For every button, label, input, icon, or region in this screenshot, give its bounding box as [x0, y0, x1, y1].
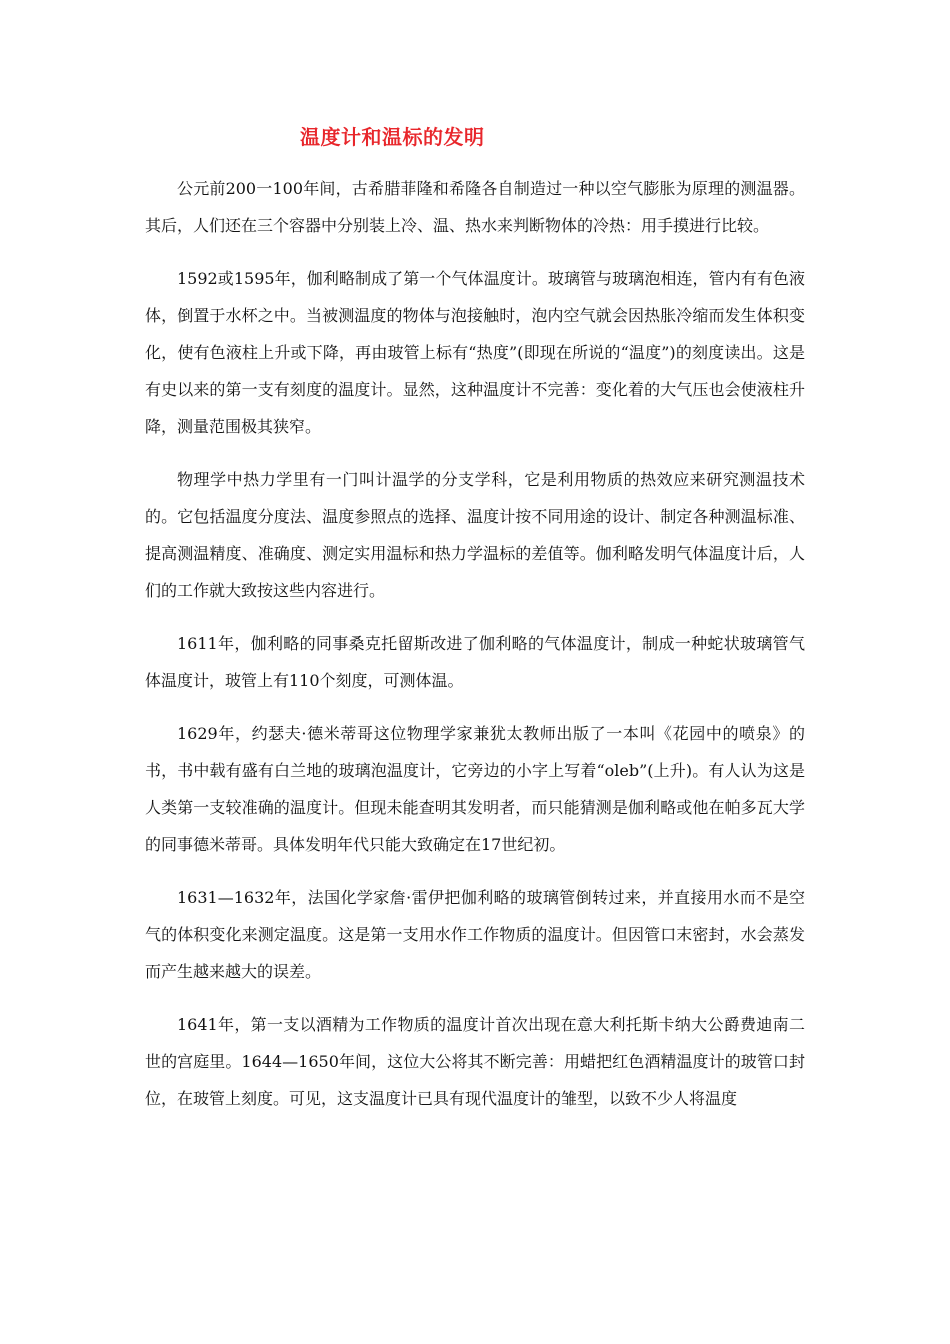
paragraph-1: 公元前200一100年间，古希腊菲隆和希隆各自制造过一种以空气膨胀为原理的测温器。其后，人们还在三个容器中分别装上冷、温、热水来判断物体的冷热：用手摸进行比较。: [145, 179, 805, 235]
paragraph-5: 1629年，约瑟夫·德米蒂哥这位物理学家兼犹太教师出版了一本叫《花园中的喷泉》的书，书中载有盛有白兰地的玻璃泡温度计，它旁边的小字上写着“oleb”(上升)。有人认为这是人类第一支较准确的温度计。但现未能查明其发明者，而只能猜测是伽利略或他在帕多瓦大学的同事德米蒂哥。具体发明年代只能大致确定在17世纪初。: [145, 724, 805, 854]
document-body: [145, 170, 805, 1133]
paragraph-2: 1592或1595年，伽利略制成了第一个气体温度计。玻璃管与玻璃泡相连，管内有有色液体，倒置于水杯之中。当被测温度的物体与泡接触时，泡内空气就会因热胀冷缩而发生体积变化，使有色液柱上升或下降，再由玻管上标有“热度”(即现在所说的“温度”)的刻度读出。这是有史以来的第一支有刻度的温度计。显然，这种温度计不完善：变化着的大气压也会使液柱升降，测量范围极其狭窄。: [145, 269, 805, 436]
paragraph-7: 1641年，第一支以酒精为工作物质的温度计首次出现在意大利托斯卡纳大公爵费迪南二世的宫庭里。1644—1650年间，这位大公将其不断完善：用蜡把红色酒精温度计的玻管口封位，在玻管上刻度。可见，这支温度计已具有现代温度计的雏型，以致不少人将温度: [145, 1015, 805, 1108]
paragraph-4: 1611年，伽利略的同事桑克托留斯改进了伽利略的气体温度计，制成一种蛇状玻璃管气体温度计，玻管上有110个刻度，可测体温。: [145, 634, 805, 690]
paragraph-3: 物理学中热力学里有一门叫计温学的分支学科，它是利用物质的热效应来研究测温技术的。它包括温度分度法、温度参照点的选择、温度计按不同用途的设计、制定各种测温标准、提高测温精度、准确度、测定实用温标和热力学温标的差值等。伽利略发明气体温度计后，人们的工作就大致按这些内容进行。: [145, 470, 805, 600]
document-title: 温度计和温标的发明: [300, 125, 485, 149]
paragraph-6: 1631—1632年，法国化学家詹·雷伊把伽利略的玻璃管倒转过来，并直接用水而不是空气的体积变化来测定温度。这是第一支用水作工作物质的温度计。但因管口末密封，水会蒸发而产生越来越大的误差。: [145, 888, 805, 981]
